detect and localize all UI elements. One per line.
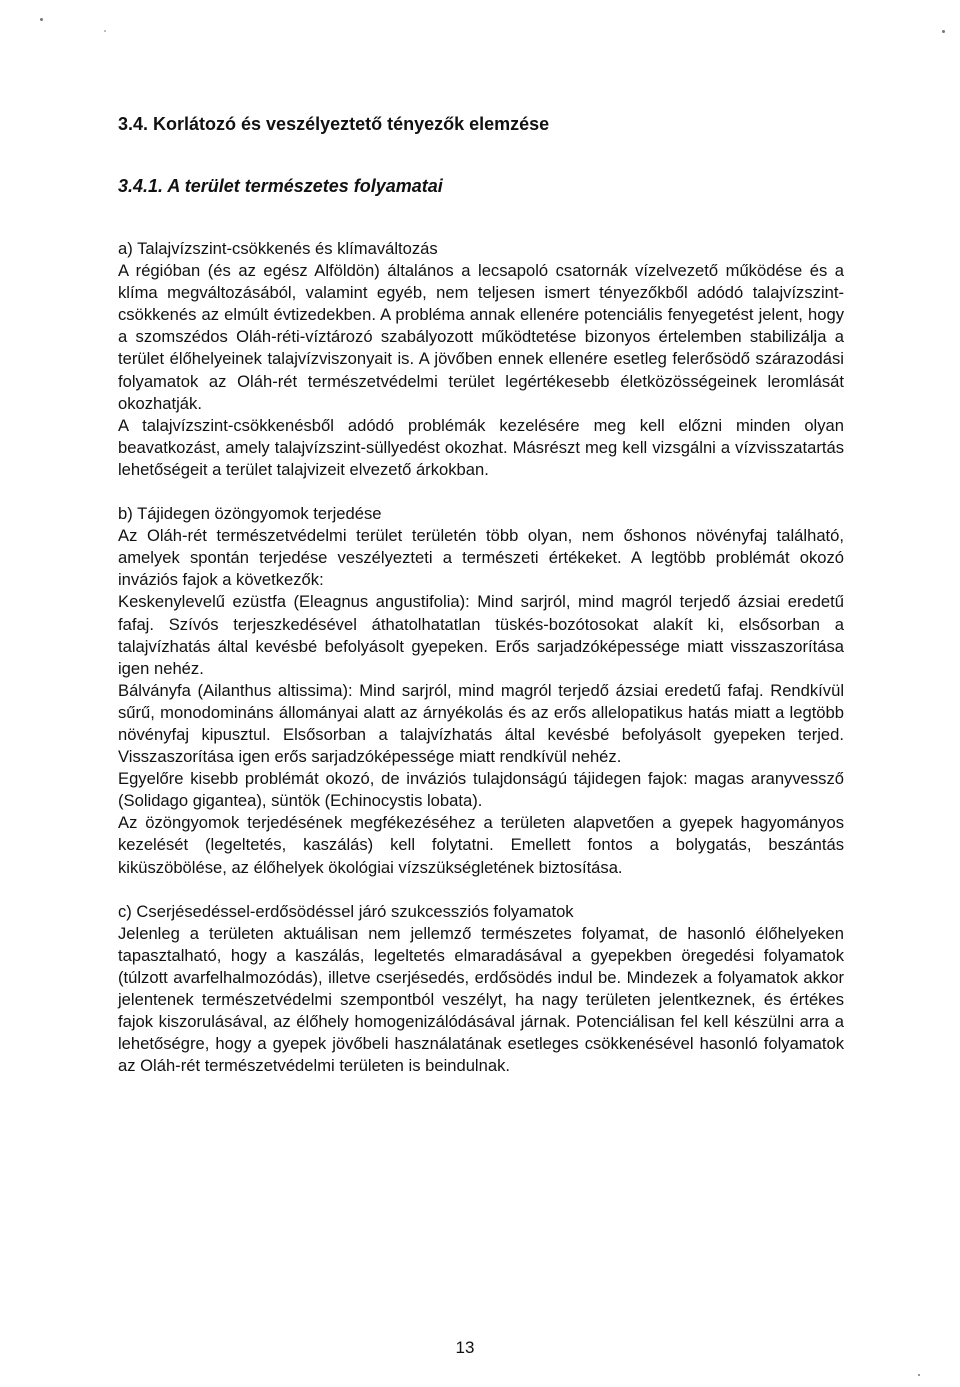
page-number: 13 bbox=[455, 1338, 475, 1357]
document-body bbox=[118, 238, 844, 1099]
section-a-title: a) Talajvízszint-csökkenés és klímaváltozás bbox=[118, 239, 438, 258]
section-a bbox=[118, 238, 844, 481]
section-c-paragraph: Jelenleg a területen aktuálisan nem jellemző természetes folyamat, de hasonló élőhelyeken tapasztalható, hogy a kaszálás, legeltetés elmaradásával a gyepekben öregedési folyamatok (túlzott avarfelhalmozódás), illetve cserjésedés, erdősödés indul be. Mindezek a folyamatok akkor jelentenek természetvédelmi szempontból veszélyt, ha nagy területen jelentkeznek, és értékes fajok kiszorulásával, az élőhely homogenizálódásával járnak. Potenciálisan fel kell készülni arra a lehetőségre, hogy a gyepek jövőbeli használatának esetleges csökkenésével hasonló folyamatok az Oláh-rét természetvédelmi területen is beindulnak. bbox=[118, 923, 844, 1076]
section-b-paragraph: Az Oláh-rét természetvédelmi terület területén több olyan, nem őshonos növényfaj található, amelyek spontán terjedése veszélyezteti a természeti értékeket. A legtöbb problémát okozó inváziós fajok a következők: bbox=[118, 526, 844, 590]
scan-speck bbox=[40, 18, 43, 21]
section-a-paragraph: A talajvízszint-csökkenésből adódó problémák kezelésére meg kell előzni minden olyan beavatkozást, amely talajvízszint-süllyedést okozhat. Másrészt meg kell vizsgálni a vízvisszatartás lehetőségeit a terület talajvizeit elvezető árkokban. bbox=[118, 415, 844, 479]
section-b bbox=[118, 503, 844, 879]
section-c-title: c) Cserjésedéssel-erdősödéssel járó szukcessziós folyamatok bbox=[118, 901, 574, 921]
scan-speck bbox=[942, 30, 945, 33]
section-b-paragraph: Keskenylevelű ezüstfa (Eleagnus angustifolia): Mind sarjról, mind magról terjedő ázsiai eredetű fafaj. Szívós terjeszkedésével áthatolhatatlan tüskés-bozótosokat alakít ki, elsősorban a talajvízhatás által kevésbé befolyásolt gyepeken. Erős sarjadzóképessége miatt visszaszorítása igen nehéz. bbox=[118, 592, 844, 678]
section-b-title: b) Tájidegen özöngyomok terjedése bbox=[118, 504, 382, 524]
section-b-paragraph: Bálványfa (Ailanthus altissima): Mind sarjról, mind magról terjedő ázsiai eredetű fafaj. Rendkívül sűrű, monodomináns állományai alatt az árnyékolás és az erős allelopatikus hatás miatt a legtöbb növényfaj kipusztul. Elsősorban a talajvízhatás által kevésbé befolyásolt gyepeken terjed. Visszaszorítása igen erős sarjadzóképessége miatt rendkívül nehéz. bbox=[118, 680, 844, 767]
section-a-paragraph: A régióban (és az egész Alföldön) általános a lecsapoló csatornák vízelvezető működése és a klíma megváltozásából, valamint egyéb, nem teljesen ismert tényezőkből adódó talajvízszint-csökkenés az elmúlt évtizedekben. A probléma annak ellenére potenciális fenyegetést jelent, hogy a szomszédos Oláh-réti-víztározó szabályozott működtetése bizonyos értelemben stabilizálja a terület élőhelyeinek talajvízviszonyait is. A jövőben ennek ellenére esetleg felerősödő szárazodási folyamatok az Oláh-rét természetvédelmi terület legértékesebb életközösségeinek leromlását okozhatják. bbox=[118, 261, 844, 413]
section-c bbox=[118, 901, 844, 1078]
section-b-paragraph: Egyelőre kisebb problémát okozó, de inváziós tulajdonságú tájidegen fajok: magas aranyvessző (Solidago gigantea), süntök (Echinocystis lobata). bbox=[118, 769, 844, 811]
scan-speck bbox=[104, 30, 106, 32]
section-b-paragraph: Az özöngyomok terjedésének megfékezéséhez a területen alapvetően a gyepek hagyományos kezelését (legeltetés, kaszálás) kell folytatni. Emellett fontos a bolygatás, beszántás kiküszöbölése, az élőhelyek ökológiai vízszükségletének biztosítása. bbox=[118, 813, 844, 877]
subsection-heading: 3.4.1. A terület természetes folyamatai bbox=[118, 176, 443, 196]
section-heading: 3.4. Korlátozó és veszélyeztető tényezők elemzése bbox=[118, 114, 550, 134]
scan-speck bbox=[918, 1374, 920, 1376]
